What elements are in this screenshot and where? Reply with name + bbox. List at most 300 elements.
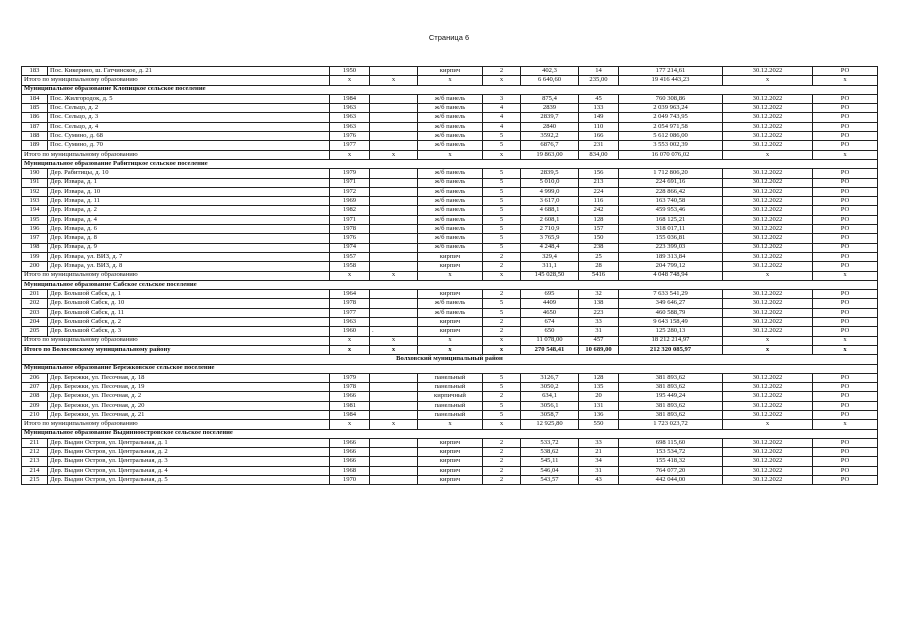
wall-material-cell: панельный (418, 383, 483, 392)
repair-cost-cell: 212 320 085,97 (619, 345, 723, 354)
residents-cell: 834,00 (579, 150, 619, 159)
area-cell: 3 617,0 (521, 197, 579, 206)
repair-cost-cell: 1 712 806,20 (619, 169, 723, 178)
district-title: Волховский муниципальный район (22, 355, 878, 364)
residents-cell: 136 (579, 410, 619, 419)
floors-cell: 4 (483, 104, 521, 113)
responsible-org-cell: РО (813, 299, 878, 308)
residents-cell: 110 (579, 122, 619, 131)
residents-cell: 128 (579, 215, 619, 224)
repair-cost-cell: 381 893,62 (619, 373, 723, 382)
subtotal-row (22, 76, 878, 85)
wall-material-cell: кирпичный (418, 392, 483, 401)
municipality-header-row (22, 85, 878, 94)
responsible-org-cell: РО (813, 67, 878, 76)
repair-cost-cell: 4 048 748,94 (619, 271, 723, 280)
blank-cell: х (370, 420, 418, 429)
blank-cell (370, 299, 418, 308)
table-row (22, 401, 878, 410)
blank-cell (370, 373, 418, 382)
repair-cost-cell: 19 416 443,23 (619, 76, 723, 85)
deadline-date-cell: 30.12.2022 (723, 132, 813, 141)
area-cell: 3126,7 (521, 373, 579, 382)
wall-material-cell: кирпич (418, 448, 483, 457)
row-number: 184 (22, 94, 48, 103)
year-built-cell: 1979 (330, 373, 370, 382)
deadline-date-cell: 30.12.2022 (723, 113, 813, 122)
deadline-date-cell: 30.12.2022 (723, 206, 813, 215)
responsible-org-cell: РО (813, 327, 878, 336)
wall-material-cell: х (418, 150, 483, 159)
address-cell: Дер. Извара, д. 6 (48, 225, 330, 234)
repair-cost-cell: 9 643 158,49 (619, 318, 723, 327)
floors-cell: х (483, 271, 521, 280)
blank-cell (370, 94, 418, 103)
area-cell: 11 078,00 (521, 336, 579, 345)
year-built-cell: 1978 (330, 299, 370, 308)
residents-cell: 45 (579, 94, 619, 103)
address-cell: Дер. Бережки, ул. Песочная, д. 19 (48, 383, 330, 392)
deadline-date-cell: 30.12.2022 (723, 67, 813, 76)
blank-cell (370, 308, 418, 317)
responsible-org-cell: РО (813, 113, 878, 122)
area-cell: 543,57 (521, 476, 579, 485)
table-body (22, 67, 878, 485)
row-number: 197 (22, 234, 48, 243)
year-built-cell: 1969 (330, 197, 370, 206)
responsible-org-cell: РО (813, 308, 878, 317)
municipality-title: Муниципальное образование Рабитицкое сельское поселение (22, 159, 878, 168)
address-cell: Дер. Извара, д. 1 (48, 178, 330, 187)
floors-cell: 2 (483, 438, 521, 447)
total-label: Итого по муниципальному образованию (22, 336, 330, 345)
floors-cell: 2 (483, 327, 521, 336)
table-row (22, 104, 878, 113)
residents-cell: 128 (579, 373, 619, 382)
table-row (22, 383, 878, 392)
wall-material-cell: ж/б панель (418, 141, 483, 150)
repair-cost-cell: 459 953,46 (619, 206, 723, 215)
wall-material-cell: кирпич (418, 476, 483, 485)
repair-cost-cell: 318 017,11 (619, 225, 723, 234)
residents-cell: 116 (579, 197, 619, 206)
responsible-org-cell: х (813, 76, 878, 85)
repair-cost-cell: 2 054 971,58 (619, 122, 723, 131)
table-row (22, 141, 878, 150)
blank-cell (370, 392, 418, 401)
residents-cell: 14 (579, 67, 619, 76)
wall-material-cell: кирпич (418, 290, 483, 299)
table-row (22, 318, 878, 327)
residents-cell: 43 (579, 476, 619, 485)
residents-cell: 5416 (579, 271, 619, 280)
residents-cell: 457 (579, 336, 619, 345)
blank-cell (370, 67, 418, 76)
blank-cell: х (370, 336, 418, 345)
table-row (22, 327, 878, 336)
table-row (22, 299, 878, 308)
wall-material-cell: кирпич (418, 252, 483, 261)
row-number: 183 (22, 67, 48, 76)
deadline-date-cell: х (723, 420, 813, 429)
year-built-cell: х (330, 420, 370, 429)
blank-cell: х (370, 150, 418, 159)
repair-cost-cell: 698 115,60 (619, 438, 723, 447)
repair-cost-cell: 442 044,00 (619, 476, 723, 485)
repair-cost-cell: 223 399,03 (619, 243, 723, 252)
blank-cell (370, 187, 418, 196)
repair-cost-cell: 155 036,81 (619, 234, 723, 243)
area-cell: 875,4 (521, 94, 579, 103)
responsible-org-cell: РО (813, 448, 878, 457)
area-cell: 2839 (521, 104, 579, 113)
responsible-org-cell: РО (813, 466, 878, 475)
area-cell: 546,04 (521, 466, 579, 475)
repair-cost-cell: 168 125,21 (619, 215, 723, 224)
floors-cell: 5 (483, 373, 521, 382)
responsible-org-cell: РО (813, 169, 878, 178)
address-cell: Дер. Большой Сабск, д. 10 (48, 299, 330, 308)
responsible-org-cell: РО (813, 141, 878, 150)
floors-cell: 5 (483, 243, 521, 252)
area-cell: 3050,2 (521, 383, 579, 392)
wall-material-cell: х (418, 271, 483, 280)
responsible-org-cell: РО (813, 373, 878, 382)
address-cell: Дер. Большой Сабск, д. 3 (48, 327, 330, 336)
area-cell: 2839,7 (521, 113, 579, 122)
blank-cell (370, 457, 418, 466)
table-row (22, 308, 878, 317)
responsible-org-cell: РО (813, 383, 878, 392)
address-cell: Дер. Извара, д. 2 (48, 206, 330, 215)
residents-cell: 32 (579, 290, 619, 299)
residents-cell: 28 (579, 262, 619, 271)
area-cell: 695 (521, 290, 579, 299)
year-built-cell: 1966 (330, 457, 370, 466)
blank-cell (370, 290, 418, 299)
floors-cell: 2 (483, 318, 521, 327)
year-built-cell: х (330, 336, 370, 345)
wall-material-cell: кирпич (418, 67, 483, 76)
deadline-date-cell: х (723, 336, 813, 345)
repair-cost-cell: 224 691,16 (619, 178, 723, 187)
deadline-date-cell: 30.12.2022 (723, 383, 813, 392)
floors-cell: 2 (483, 67, 521, 76)
address-cell: Пос. Сельцо, д. 4 (48, 122, 330, 131)
table-row (22, 392, 878, 401)
floors-cell: 2 (483, 252, 521, 261)
deadline-date-cell: 30.12.2022 (723, 457, 813, 466)
residents-cell: 157 (579, 225, 619, 234)
wall-material-cell: ж/б панель (418, 187, 483, 196)
district-total-row (22, 345, 878, 354)
municipality-title: Муниципальное образование Клопицкое сельское поселение (22, 85, 878, 94)
page-number-header: Страница 6 (428, 33, 470, 42)
municipality-title: Муниципальное образование Выдинноостровское сельское поселение (22, 429, 878, 438)
wall-material-cell: х (418, 336, 483, 345)
area-cell: 4409 (521, 299, 579, 308)
table-row (22, 67, 878, 76)
deadline-date-cell: 30.12.2022 (723, 197, 813, 206)
row-number: 209 (22, 401, 48, 410)
blank-cell (370, 141, 418, 150)
year-built-cell: 1966 (330, 438, 370, 447)
residents-cell: 224 (579, 187, 619, 196)
row-number: 206 (22, 373, 48, 382)
responsible-org-cell: РО (813, 132, 878, 141)
floors-cell: 5 (483, 225, 521, 234)
address-cell: Дер. Выдин Остров, ул. Центральная, д. 2 (48, 448, 330, 457)
responsible-org-cell: РО (813, 122, 878, 131)
area-cell: 3056,1 (521, 401, 579, 410)
responsible-org-cell: РО (813, 187, 878, 196)
wall-material-cell: ж/б панель (418, 206, 483, 215)
municipality-header-row (22, 364, 878, 373)
wall-material-cell: ж/б панель (418, 169, 483, 178)
responsible-org-cell: РО (813, 225, 878, 234)
wall-material-cell: ж/б панель (418, 308, 483, 317)
row-number: 196 (22, 225, 48, 234)
residents-cell: 213 (579, 178, 619, 187)
wall-material-cell: ж/б панель (418, 234, 483, 243)
responsible-org-cell: РО (813, 243, 878, 252)
subtotal-row (22, 271, 878, 280)
floors-cell: 5 (483, 132, 521, 141)
address-cell: Дер. Большой Сабск, д. 1 (48, 290, 330, 299)
deadline-date-cell: 30.12.2022 (723, 104, 813, 113)
floors-cell: х (483, 420, 521, 429)
blank-cell (370, 215, 418, 224)
year-built-cell: 1982 (330, 206, 370, 215)
residents-cell: 231 (579, 141, 619, 150)
floors-cell: 5 (483, 308, 521, 317)
residents-cell: 135 (579, 383, 619, 392)
row-number: 189 (22, 141, 48, 150)
responsible-org-cell: РО (813, 401, 878, 410)
deadline-date-cell: 30.12.2022 (723, 243, 813, 252)
blank-cell: х (370, 345, 418, 354)
repair-cost-cell: 460 588,79 (619, 308, 723, 317)
year-built-cell: 1976 (330, 132, 370, 141)
year-built-cell: х (330, 271, 370, 280)
table-row (22, 243, 878, 252)
row-number: 203 (22, 308, 48, 317)
wall-material-cell: ж/б панель (418, 197, 483, 206)
deadline-date-cell: 30.12.2022 (723, 178, 813, 187)
deadline-date-cell: 30.12.2022 (723, 187, 813, 196)
row-number: 186 (22, 113, 48, 122)
floors-cell: 5 (483, 169, 521, 178)
residents-cell: 25 (579, 252, 619, 261)
deadline-date-cell: 30.12.2022 (723, 392, 813, 401)
address-cell: Дер. Выдин Остров, ул. Центральная, д. 5 (48, 476, 330, 485)
deadline-date-cell: х (723, 150, 813, 159)
blank-cell (370, 262, 418, 271)
wall-material-cell: х (418, 420, 483, 429)
residents-cell: 166 (579, 132, 619, 141)
row-number: 215 (22, 476, 48, 485)
floors-cell: 5 (483, 410, 521, 419)
address-cell: Дер. Большой Сабск, д. 2 (48, 318, 330, 327)
responsible-org-cell: РО (813, 94, 878, 103)
residents-cell: 10 689,00 (579, 345, 619, 354)
responsible-org-cell: х (813, 336, 878, 345)
year-built-cell: х (330, 150, 370, 159)
blank-cell (370, 318, 418, 327)
repair-cost-cell: 2 049 743,95 (619, 113, 723, 122)
residents-cell: 235,00 (579, 76, 619, 85)
year-built-cell: х (330, 76, 370, 85)
repair-cost-cell: 381 893,62 (619, 410, 723, 419)
municipality-header-row (22, 159, 878, 168)
address-cell: Пос. Сумино, д. 70 (48, 141, 330, 150)
deadline-date-cell: 30.12.2022 (723, 466, 813, 475)
repair-cost-cell: 228 866,42 (619, 187, 723, 196)
area-cell: 5 010,0 (521, 178, 579, 187)
responsible-org-cell: РО (813, 234, 878, 243)
floors-cell: 5 (483, 206, 521, 215)
wall-material-cell: ж/б панель (418, 94, 483, 103)
repair-cost-cell: 163 740,58 (619, 197, 723, 206)
area-cell: 3592,2 (521, 132, 579, 141)
area-cell: 311,1 (521, 262, 579, 271)
table-row (22, 410, 878, 419)
repair-cost-cell: 155 418,32 (619, 457, 723, 466)
responsible-org-cell: РО (813, 457, 878, 466)
deadline-date-cell: 30.12.2022 (723, 476, 813, 485)
address-cell: Дер. Бережки, ул. Песочная, д. 20 (48, 401, 330, 410)
repair-cost-cell: 760 308,86 (619, 94, 723, 103)
row-number: 193 (22, 197, 48, 206)
residents-cell: 550 (579, 420, 619, 429)
address-cell: Дер. Извара, д. 10 (48, 187, 330, 196)
subtotal-row (22, 420, 878, 429)
wall-material-cell: ж/б панель (418, 104, 483, 113)
table-row (22, 448, 878, 457)
address-cell: Пос. Сумино, д. 68 (48, 132, 330, 141)
year-built-cell: 1978 (330, 225, 370, 234)
row-number: 208 (22, 392, 48, 401)
row-number: 204 (22, 318, 48, 327)
deadline-date-cell: 30.12.2022 (723, 327, 813, 336)
table-row (22, 262, 878, 271)
residents-cell: 20 (579, 392, 619, 401)
wall-material-cell: ж/б панель (418, 215, 483, 224)
deadline-date-cell: 30.12.2022 (723, 215, 813, 224)
deadline-date-cell: 30.12.2022 (723, 299, 813, 308)
address-cell: Дер. Бережки, ул. Песочная, д. 18 (48, 373, 330, 382)
wall-material-cell: ж/б панель (418, 225, 483, 234)
residents-cell: 34 (579, 457, 619, 466)
deadline-date-cell: х (723, 76, 813, 85)
year-built-cell: 1971 (330, 215, 370, 224)
table-row (22, 215, 878, 224)
floors-cell: 5 (483, 197, 521, 206)
address-cell: Пос. Сельцо, д. 2 (48, 104, 330, 113)
blank-cell (370, 197, 418, 206)
deadline-date-cell: 30.12.2022 (723, 169, 813, 178)
repair-cost-cell: 153 534,72 (619, 448, 723, 457)
table-row (22, 290, 878, 299)
area-cell: 3058,7 (521, 410, 579, 419)
year-built-cell: 1963 (330, 122, 370, 131)
floors-cell: 3 (483, 94, 521, 103)
year-built-cell: х (330, 345, 370, 354)
residents-cell: 223 (579, 308, 619, 317)
blank-cell: х (370, 271, 418, 280)
residents-cell: 33 (579, 318, 619, 327)
row-number: 200 (22, 262, 48, 271)
address-cell: Дер. Бережки, ул. Песочная, д. 2 (48, 392, 330, 401)
address-cell: Дер. Большой Сабск, д. 11 (48, 308, 330, 317)
floors-cell: х (483, 345, 521, 354)
wall-material-cell: кирпич (418, 318, 483, 327)
year-built-cell: 1984 (330, 410, 370, 419)
blank-cell (370, 132, 418, 141)
blank-cell (370, 401, 418, 410)
year-built-cell: 1977 (330, 308, 370, 317)
deadline-date-cell: 30.12.2022 (723, 252, 813, 261)
repair-cost-cell: 125 280,13 (619, 327, 723, 336)
residents-cell: 33 (579, 438, 619, 447)
area-cell: 19 863,00 (521, 150, 579, 159)
deadline-date-cell: 30.12.2022 (723, 308, 813, 317)
deadline-date-cell: 30.12.2022 (723, 401, 813, 410)
table-row (22, 438, 878, 447)
year-built-cell: 1979 (330, 169, 370, 178)
floors-cell: 4 (483, 113, 521, 122)
row-number: 202 (22, 299, 48, 308)
blank-cell (370, 225, 418, 234)
wall-material-cell: панельный (418, 373, 483, 382)
row-number: 212 (22, 448, 48, 457)
residents-cell: 150 (579, 234, 619, 243)
blank-cell: . (370, 327, 418, 336)
table-row (22, 169, 878, 178)
area-cell: 2 608,1 (521, 215, 579, 224)
year-built-cell: 1963 (330, 318, 370, 327)
deadline-date-cell: 30.12.2022 (723, 448, 813, 457)
area-cell: 533,72 (521, 438, 579, 447)
municipality-header-row (22, 280, 878, 289)
floors-cell: 5 (483, 383, 521, 392)
area-cell: 634,1 (521, 392, 579, 401)
responsible-org-cell: РО (813, 438, 878, 447)
repair-cost-cell: 3 553 002,39 (619, 141, 723, 150)
responsible-org-cell: РО (813, 262, 878, 271)
area-cell: 329,4 (521, 252, 579, 261)
residents-cell: 131 (579, 401, 619, 410)
residents-cell: 138 (579, 299, 619, 308)
address-cell: Дер. Извара, ул. ВИЗ, д. 7 (48, 252, 330, 261)
address-cell: Дер. Выдин Остров, ул. Центральная, д. 3 (48, 457, 330, 466)
blank-cell (370, 383, 418, 392)
table-row (22, 132, 878, 141)
blank-cell (370, 122, 418, 131)
floors-cell: 5 (483, 299, 521, 308)
row-number: 201 (22, 290, 48, 299)
area-cell: 4650 (521, 308, 579, 317)
row-number: 205 (22, 327, 48, 336)
year-built-cell: 1972 (330, 187, 370, 196)
area-cell: 402,3 (521, 67, 579, 76)
area-cell: 2840 (521, 122, 579, 131)
floors-cell: 2 (483, 290, 521, 299)
blank-cell (370, 234, 418, 243)
year-built-cell: 1966 (330, 448, 370, 457)
address-cell: Дер. Извара, д. 11 (48, 197, 330, 206)
area-cell: 4 999,0 (521, 187, 579, 196)
